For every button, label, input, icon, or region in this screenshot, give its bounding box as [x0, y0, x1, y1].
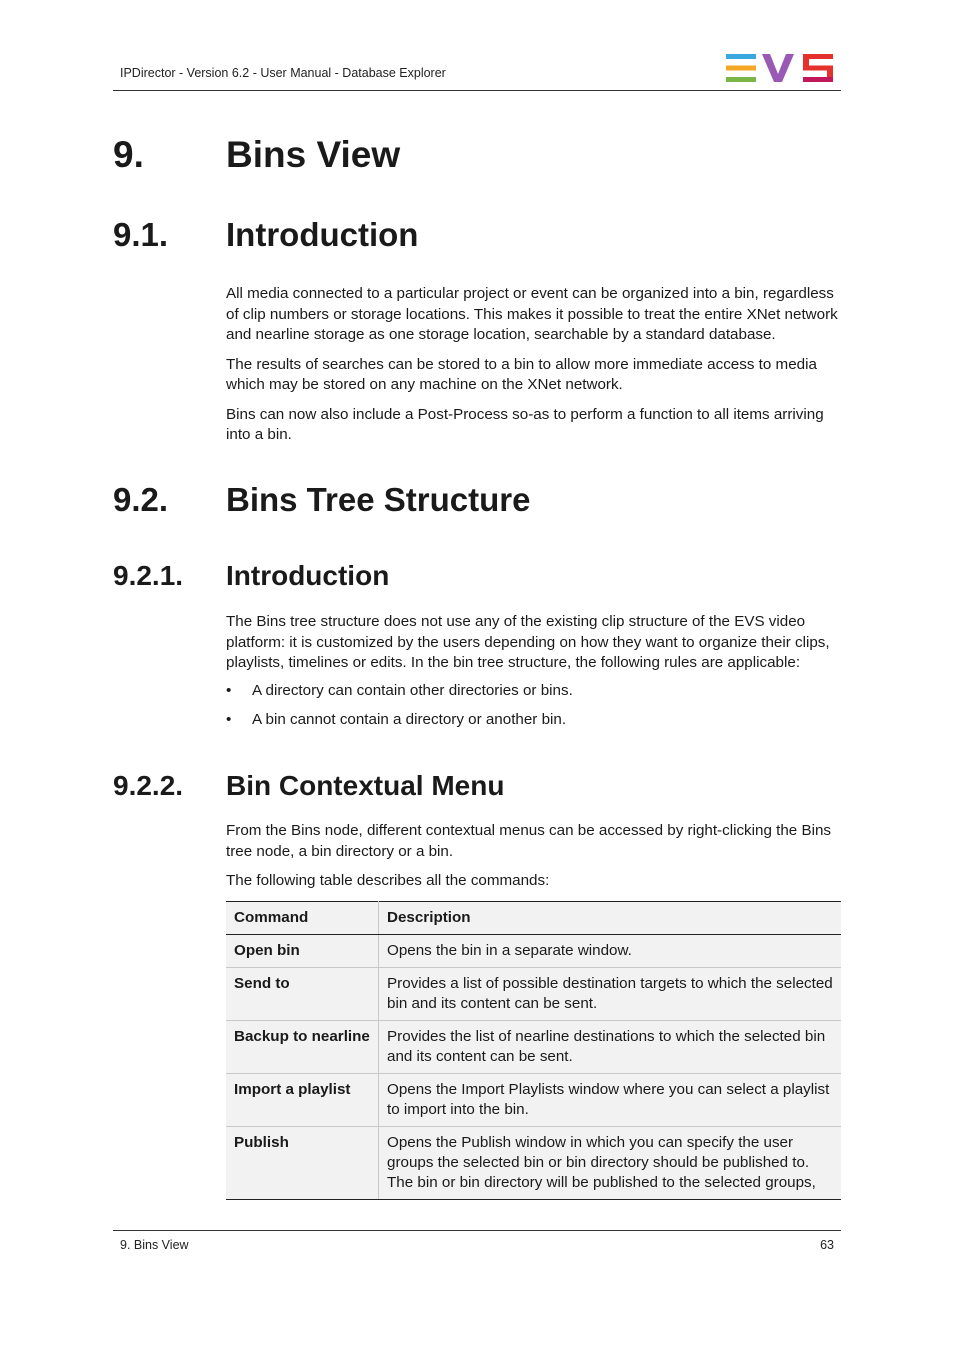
description-cell: Opens the Publish window in which you can specify the user groups the selected bin or bin directory should be published to. The bin or bin directory will be published to the selected groups, — [379, 1127, 842, 1200]
table-row — [226, 968, 841, 1021]
description-cell: Provides a list of possible destination targets to which the selected bin and its content can be sent. — [379, 968, 842, 1021]
subsection-title: Introduction — [226, 560, 390, 591]
section-title: Introduction — [226, 216, 419, 253]
list-item-text: A directory can contain other directories or bins. — [252, 682, 573, 699]
section-number: 9.1. — [113, 216, 169, 253]
section-title: Bins Tree Structure — [226, 481, 531, 518]
list-item — [226, 681, 846, 702]
list-item — [226, 710, 846, 731]
column-header-command: Command — [226, 902, 379, 935]
table-row — [226, 935, 841, 968]
paragraph: The results of searches can be stored to a bin to allow more immediate access to media which may be stored on any machine on the XNet network. — [226, 355, 817, 393]
description-cell: Opens the bin in a separate window. — [379, 935, 842, 968]
command-cell: Open bin — [226, 935, 379, 968]
page-number: 63 — [820, 1238, 834, 1252]
paragraph: The following table describes all the commands: — [226, 872, 550, 889]
description-cell: Opens the Import Playlists window where you can select a playlist to import into the bin. — [379, 1074, 842, 1127]
header-rule — [113, 90, 841, 91]
command-cell: Send to — [226, 968, 379, 1021]
paragraph: All media connected to a particular project or event can be organized into a bin, regardless of clip numbers or storage locations. This makes it possible to treat the entire XNet network and nearline storage as one storage location, searchable by a standard database. — [226, 285, 838, 343]
subsection-title: Bin Contextual Menu — [226, 770, 505, 801]
running-header: IPDirector - Version 6.2 - User Manual - Database Explorer — [120, 66, 446, 80]
paragraph: From the Bins node, different contextual menus can be accessed by right-clicking the Bins tree node, a bin directory or a bin. — [226, 822, 832, 860]
evs-logo — [726, 54, 834, 82]
column-header-description: Description — [379, 902, 842, 935]
chapter-number: 9. — [113, 134, 144, 175]
table-header-row — [226, 902, 841, 935]
subsection-number: 9.2.1. — [113, 560, 184, 591]
command-cell: Publish — [226, 1127, 379, 1200]
subsection-body — [226, 612, 846, 683]
subsection-number: 9.2.2. — [113, 770, 184, 801]
section-number: 9.2. — [113, 481, 169, 518]
bullet-marker: • — [226, 711, 232, 728]
footer-rule — [113, 1230, 841, 1231]
command-cell: Import a playlist — [226, 1074, 379, 1127]
subsection-body — [226, 821, 846, 901]
bullet-list — [226, 681, 846, 739]
list-item-text: A bin cannot contain a directory or another bin. — [252, 711, 567, 728]
description-cell: Provides the list of nearline destinations to which the selected bin and its content can be sent. — [379, 1021, 842, 1074]
paragraph: The Bins tree structure does not use any of the existing clip structure of the EVS video platform: it is customized by the users depending on how they want to organize their clips, playlists, timelines or edits. In the bin tree structure, the following rules are applicable: — [226, 613, 830, 671]
bullet-marker: • — [226, 682, 232, 699]
section-body — [226, 284, 846, 455]
command-cell: Backup to nearline — [226, 1021, 379, 1074]
commands-table — [226, 901, 841, 1200]
table-row — [226, 1074, 841, 1127]
footer-section: 9. Bins View — [120, 1238, 189, 1252]
table-row — [226, 1127, 841, 1200]
table-row — [226, 1021, 841, 1074]
chapter-title: Bins View — [226, 134, 401, 175]
paragraph: Bins can now also include a Post-Process so-as to perform a function to all items arriving into a bin. — [226, 405, 824, 443]
